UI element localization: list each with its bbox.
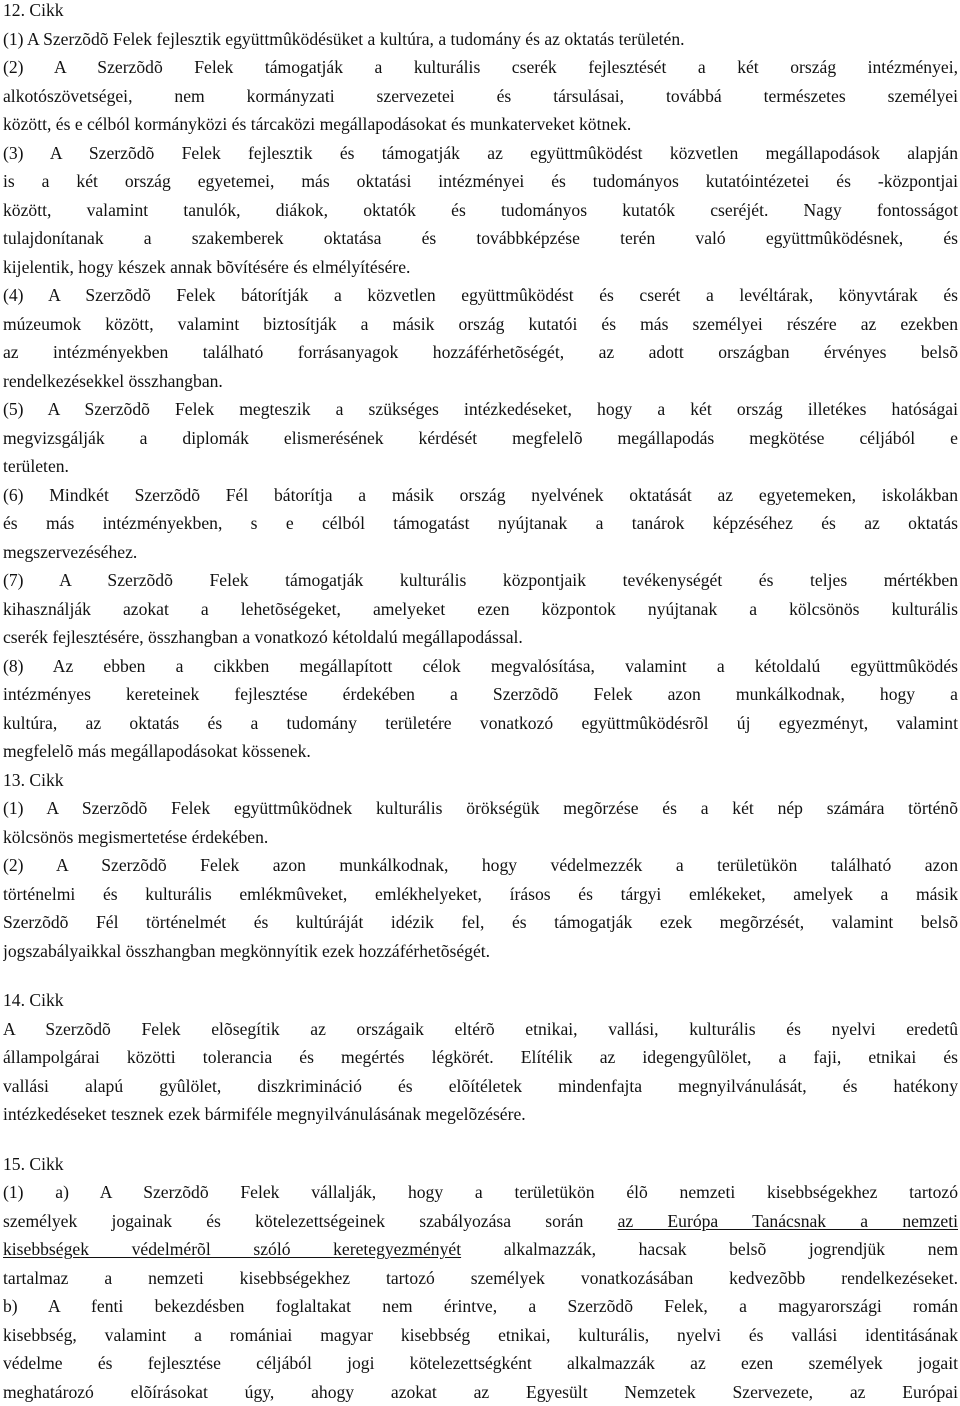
paragraph-line: védelme és fejlesztése céljából jogi kötelezettségként alkalmazzák az ezen személyek jogait xyxy=(3,1349,958,1378)
article-heading: 15. Cikk xyxy=(3,1150,958,1179)
paragraph-line: (5) A Szerzõdõ Felek megteszik a szükséges intézkedéseket, hogy a két ország illetékes hatóságai xyxy=(3,395,958,424)
paragraph-line: megszervezéséhez. xyxy=(3,538,958,567)
paragraph-line: (4) A Szerzõdõ Felek bátorítják a közvetlen együttmûködést és cserét a levéltárak, könyvtárak és xyxy=(3,281,958,310)
paragraph-line: (3) A Szerzõdõ Felek fejlesztik és támogatják az együttmûködést közvetlen megállapodások alapján xyxy=(3,139,958,168)
paragraph-line: (1) A Szerzõdõ Felek együttmûködnek kulturális örökségük megõrzése és a két nép számára történõ xyxy=(3,794,958,823)
paragraph-line: tartalmaz a nemzeti kisebbségekhez tartozó személyek vonatkozásában kedvezõbb rendelkezéseket. xyxy=(3,1264,958,1293)
underlined-reference: kisebbségek védelmérõl szóló keretegyezményét xyxy=(3,1239,461,1259)
paragraph-line: Szerzõdõ Fél történelmét és kultúráját idézik fel, és támogatják ezek megõrzését, valamint belsõ xyxy=(3,908,958,937)
article-heading: 13. Cikk xyxy=(3,766,958,795)
paragraph-line: (1) a) A Szerzõdõ Felek vállalják, hogy a területükön élõ nemzeti kisebbségekhez tartozó xyxy=(3,1178,958,1207)
paragraph-line: múzeumok között, valamint biztosítják a másik ország kutatói és más személyei részére az ezekben xyxy=(3,310,958,339)
text-segment: alkalmazzák, hacsak belsõ jogrendjük nem xyxy=(461,1239,958,1259)
text-segment: személyek jogainak és kötelezettségeinek szabályozása során xyxy=(3,1211,618,1231)
paragraph-line: kihasználják azokat a lehetõségeket, amelyeket ezen központok nyújtanak a kölcsönös kulturális xyxy=(3,595,958,624)
paragraph-line: rendelkezésekkel összhangban. xyxy=(3,367,958,396)
paragraph-line: állampolgárai közötti tolerancia és megértés légkörét. Elítélik az idegengyûlölet, a faji, etnikai és xyxy=(3,1043,958,1072)
paragraph-line: kultúra, az oktatás és a tudomány területére vonatkozó együttmûködésrõl új egyezményt, valamint xyxy=(3,709,958,738)
paragraph-line: jogszabályaikkal összhangban megkönnyítik ezek hozzáférhetõségét. xyxy=(3,937,958,966)
section-gap xyxy=(3,1129,958,1150)
paragraph-line: kölcsönös megismertetése érdekében. xyxy=(3,823,958,852)
paragraph-line: megvizsgálják a diplomák elismerésének kérdését megfelelõ megállapodás megkötése céljából e xyxy=(3,424,958,453)
paragraph-line: között, és e célból kormányközi és tárcaközi megállapodásokat és munkaterveket kötnek. xyxy=(3,110,958,139)
underlined-reference: az Európa Tanácsnak a nemzeti xyxy=(618,1211,958,1231)
paragraph-line: és más intézményekben, s e célból támogatást nyújtanak a tanárok képzéséhez és az oktatás xyxy=(3,509,958,538)
paragraph-line: vallási alapú gyûlölet, diszkrimináció és elõítéletek mindenfajta megnyilvánulását, és hatékony xyxy=(3,1072,958,1101)
paragraph-line: kijelentik, hogy készek annak bõvítésére és elmélyítésére. xyxy=(3,253,958,282)
paragraph-line: A Szerzõdõ Felek elõsegítik az országaik eltérõ etnikai, vallási, kulturális és nyelvi eredetû xyxy=(3,1015,958,1044)
paragraph-line: tulajdonítanak a szakemberek oktatása és továbbképzése terén való együttmûködésnek, és xyxy=(3,224,958,253)
paragraph-line: intézkedéseket tesznek ezek bármiféle megnyilvánulásának megelõzésére. xyxy=(3,1100,958,1129)
paragraph-line: alkotószövetségei, nem kormányzati szervezetei és társulásai, továbbá természetes személyei xyxy=(3,82,958,111)
paragraph-line xyxy=(3,1207,958,1236)
paragraph-line: (1) A Szerzõdõ Felek fejlesztik együttmûködésüket a kultúra, a tudomány és az oktatás területén. xyxy=(3,25,958,54)
paragraph-line: megfelelõ más megállapodásokat kössenek. xyxy=(3,737,958,766)
paragraph-line: (6) Mindkét Szerzõdõ Fél bátorítja a másik ország nyelvének oktatását az egyetemeken, iskolákban xyxy=(3,481,958,510)
document-page xyxy=(3,0,958,1406)
paragraph-line: kisebbség, valamint a romániai magyar kisebbség etnikai, kulturális, nyelvi és vallási identitásának xyxy=(3,1321,958,1350)
paragraph-line: meghatározó elõírásokat úgy, ahogy azokat az Egyesült Nemzetek Szervezete, az Európai xyxy=(3,1378,958,1406)
paragraph-line xyxy=(3,1235,958,1264)
section-gap xyxy=(3,965,958,986)
paragraph-line: területen. xyxy=(3,452,958,481)
paragraph-line: (7) A Szerzõdõ Felek támogatják kulturális központjaik tevékenységét és teljes mértékben xyxy=(3,566,958,595)
paragraph-line: b) A fenti bekezdésben foglaltakat nem érintve, a Szerzõdõ Felek, a magyarországi román xyxy=(3,1292,958,1321)
paragraph-line: is a két ország egyetemei, más oktatási intézményei és tudományos kutatóintézetei és -központjai xyxy=(3,167,958,196)
paragraph-line: az intézményekben található forrásanyagok hozzáférhetõségét, az adott országban érvényes belsõ xyxy=(3,338,958,367)
article-heading: 12. Cikk xyxy=(3,0,958,25)
paragraph-line: (2) A Szerzõdõ Felek azon munkálkodnak, hogy védelmezzék a területükön található azon xyxy=(3,851,958,880)
paragraph-line: cserék fejlesztésére, összhangban a vonatkozó kétoldalú megállapodással. xyxy=(3,623,958,652)
paragraph-line: intézményes kereteinek fejlesztése érdekében a Szerzõdõ Felek azon munkálkodnak, hogy a xyxy=(3,680,958,709)
paragraph-line: (8) Az ebben a cikkben megállapított célok megvalósítása, valamint a kétoldalú együttmûködés xyxy=(3,652,958,681)
paragraph-line: (2) A Szerzõdõ Felek támogatják a kulturális cserék fejlesztését a két ország intézményei, xyxy=(3,53,958,82)
paragraph-line: között, valamint tanulók, diákok, oktatók és tudományos kutatók cseréjét. Nagy fontosságot xyxy=(3,196,958,225)
article-heading: 14. Cikk xyxy=(3,986,958,1015)
paragraph-line: történelmi és kulturális emlékmûveket, emlékhelyeket, írásos és tárgyi emlékeket, amelyek a másik xyxy=(3,880,958,909)
